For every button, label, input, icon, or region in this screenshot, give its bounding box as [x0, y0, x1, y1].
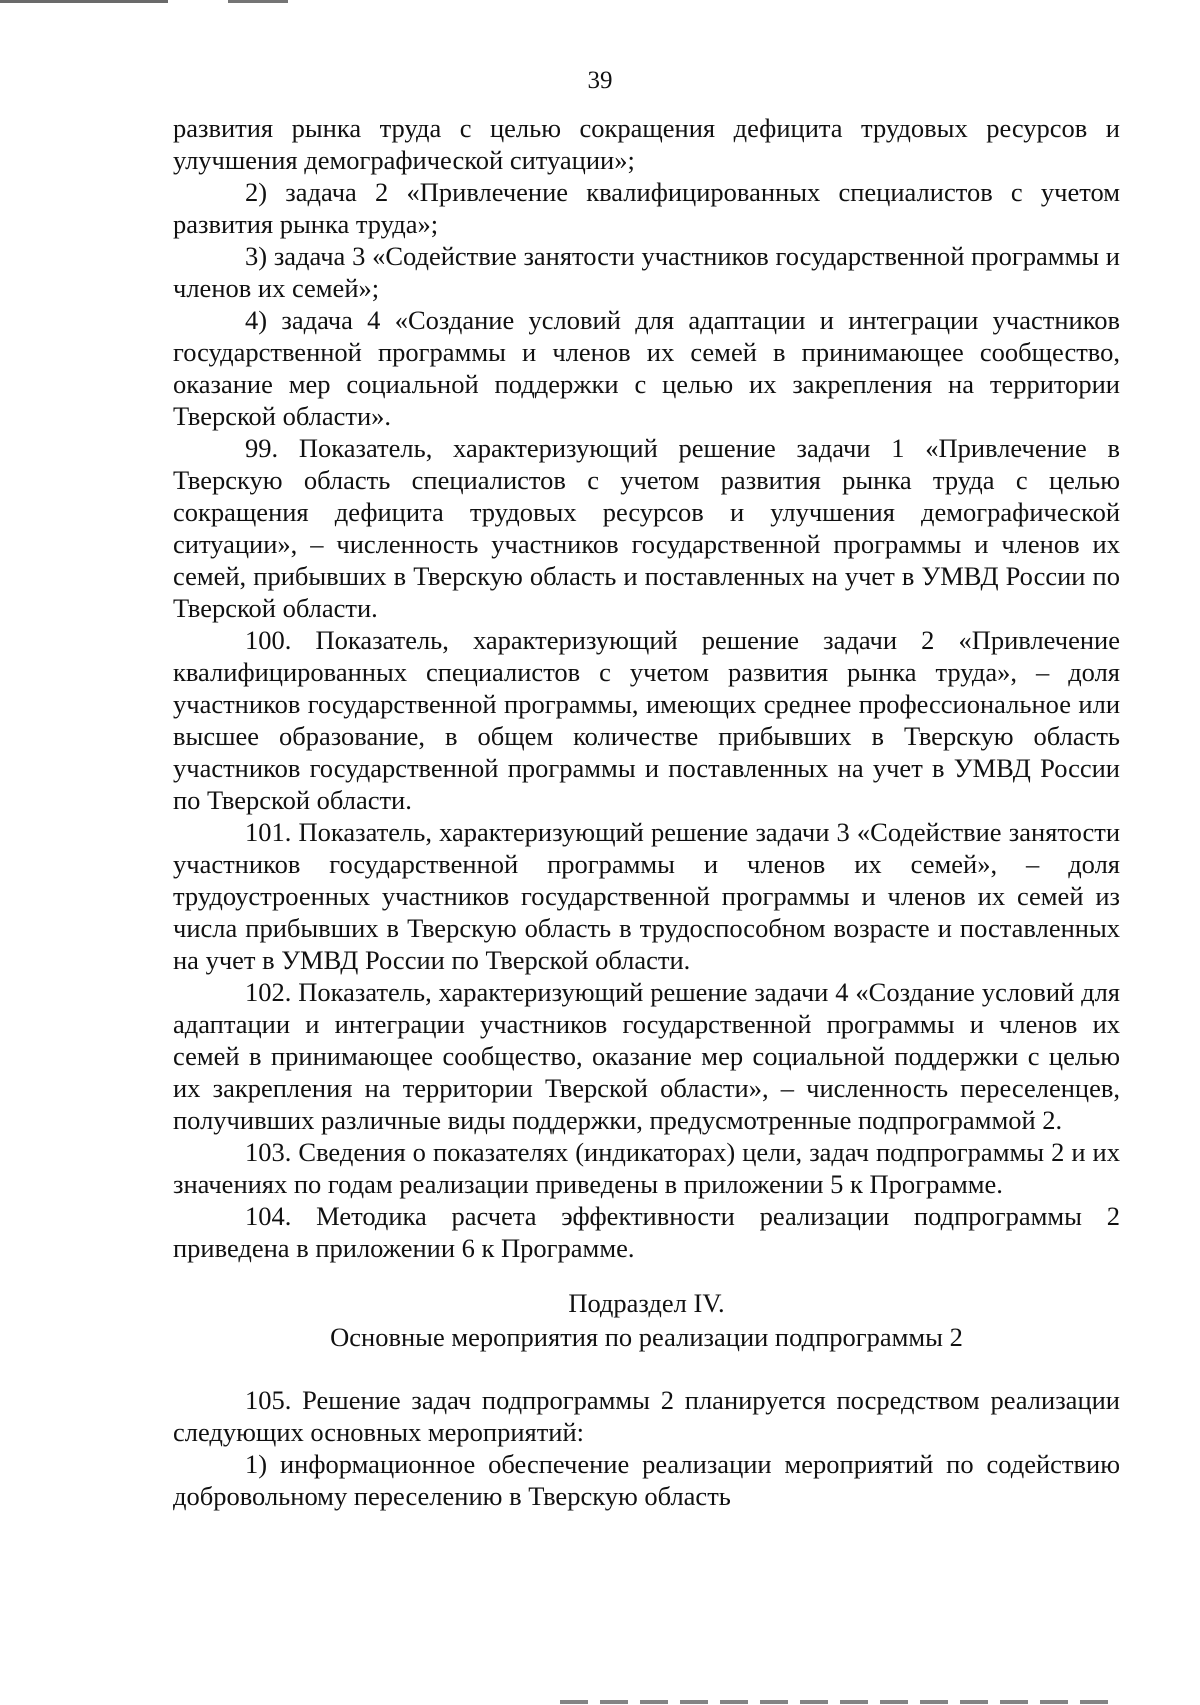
paragraph-task-3: 3) задача 3 «Содействие занятости участников государственной программы и членов их семей»;	[173, 241, 1120, 303]
paragraph-103: 103. Сведения о показателях (индикаторах) цели, задач подпрограммы 2 и их значениях по годам реализации приведены в приложении 5 к Программе.	[173, 1137, 1120, 1199]
paragraph-101: 101. Показатель, характеризующий решение задачи 3 «Содействие занятости участников государственной программы и членов их семей», – доля трудоустроенных участников государственной программы и членов их семей из числа прибывших в Тверскую область в трудоспособном возрасте и поставленных на учет в УМВД России по Тверской области.	[173, 817, 1120, 975]
paragraph-105: 105. Решение задач подпрограммы 2 планируется посредством реализации следующих основных мероприятий:	[173, 1385, 1120, 1447]
paragraph-99: 99. Показатель, характеризующий решение задачи 1 «Привлечение в Тверскую область специалистов с учетом развития рынка труда с целью сокращения дефицита трудовых ресурсов и улучшения демографической ситуации», – численность участников государственной программы и членов их семей, прибывших в Тверскую область и поставленных на учет в УМВД России по Тверской области.	[173, 433, 1120, 623]
scan-edge-top	[0, 0, 1200, 3]
scan-edge-bottom	[560, 1700, 1120, 1704]
paragraph-104: 104. Методика расчета эффективности реализации подпрограммы 2 приведена в приложении 6 к Программе.	[173, 1201, 1120, 1263]
paragraph-100: 100. Показатель, характеризующий решение задачи 2 «Привлечение квалифицированных специалистов с учетом развития рынка труда», – доля участников государственной программы, имеющих среднее профессиональное или высшее образование, в общем количестве прибывших в Тверскую область участников государственной программы и поставленных на учет в УМВД России по Тверской области.	[173, 625, 1120, 815]
paragraph-102: 102. Показатель, характеризующий решение задачи 4 «Создание условий для адаптации и интеграции участников государственной программы и членов их семей в принимающее сообщество, оказание мер социальной поддержки с целью их закрепления на территории Тверской области», – численность переселенцев, получивших различные виды поддержки, предусмотренные подпрограммой 2.	[173, 977, 1120, 1135]
paragraph-task-4: 4) задача 4 «Создание условий для адаптации и интеграции участников государственной программы и членов их семей в принимающее сообщество, оказание мер социальной поддержки с целью их закрепления на территории Тверской области».	[173, 305, 1120, 431]
document-body	[173, 112, 1120, 1512]
section-subtitle: Основные мероприятия по реализации подпрограммы 2	[330, 1322, 963, 1352]
paragraph-task-2: 2) задача 2 «Привлечение квалифицированных специалистов с учетом развития рынка труда»;	[173, 177, 1120, 239]
paragraph-105-item-1: 1) информационное обеспечение реализации мероприятий по содействию добровольному переселению в Тверскую область	[173, 1449, 1120, 1511]
section-title: Подраздел IV.	[568, 1288, 725, 1318]
paragraph-continuation: развития рынка труда с целью сокращения дефицита трудовых ресурсов и улучшения демографической ситуации»;	[173, 113, 1120, 175]
page-number: 39	[587, 67, 613, 94]
heading-spacer	[173, 1354, 1120, 1384]
